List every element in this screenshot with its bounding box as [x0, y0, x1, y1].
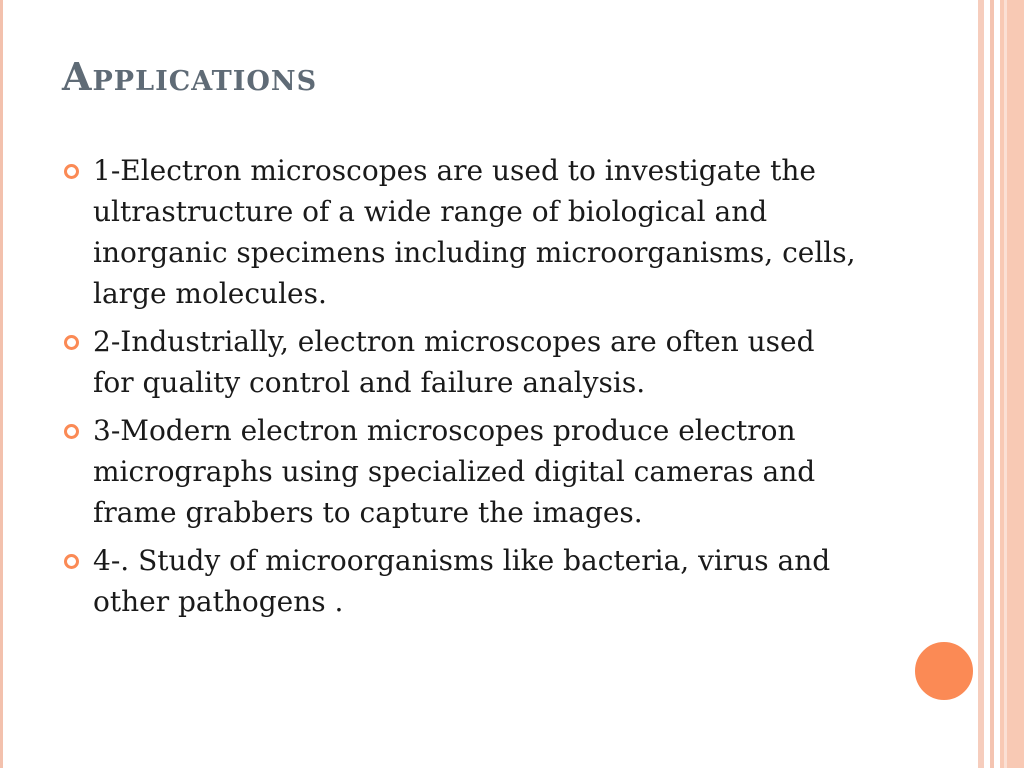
bullet-item	[62, 321, 862, 403]
bullet-text: 1-Electron microscopes are used to investigate the ultrastructure of a wide range of biological and inorganic specimens including microorganisms, cells, large molecules.	[93, 154, 856, 310]
right-decor-highlight	[1004, 0, 1007, 768]
bullet-item	[62, 410, 862, 533]
bullet-item	[62, 540, 862, 622]
decorative-orange-circle	[912, 639, 976, 703]
left-border-stripe	[0, 0, 3, 768]
bullet-text: 2-Industrially, electron microscopes are often used for quality control and failure analysis.	[93, 325, 815, 399]
bullet-ring-icon	[64, 554, 79, 569]
bullet-ring-icon	[64, 424, 79, 439]
bullet-ring-icon	[64, 164, 79, 179]
bullet-text: 3-Modern electron microscopes produce electron micrographs using specialized digital cameras and frame grabbers to capture the images.	[93, 414, 816, 529]
bullet-ring-icon	[64, 335, 79, 350]
bullet-text: 4-. Study of microorganisms like bacteria, virus and other pathogens .	[93, 544, 831, 618]
bullet-item	[62, 150, 862, 314]
slide-title: Applications	[62, 54, 318, 99]
bullet-list	[62, 150, 862, 629]
